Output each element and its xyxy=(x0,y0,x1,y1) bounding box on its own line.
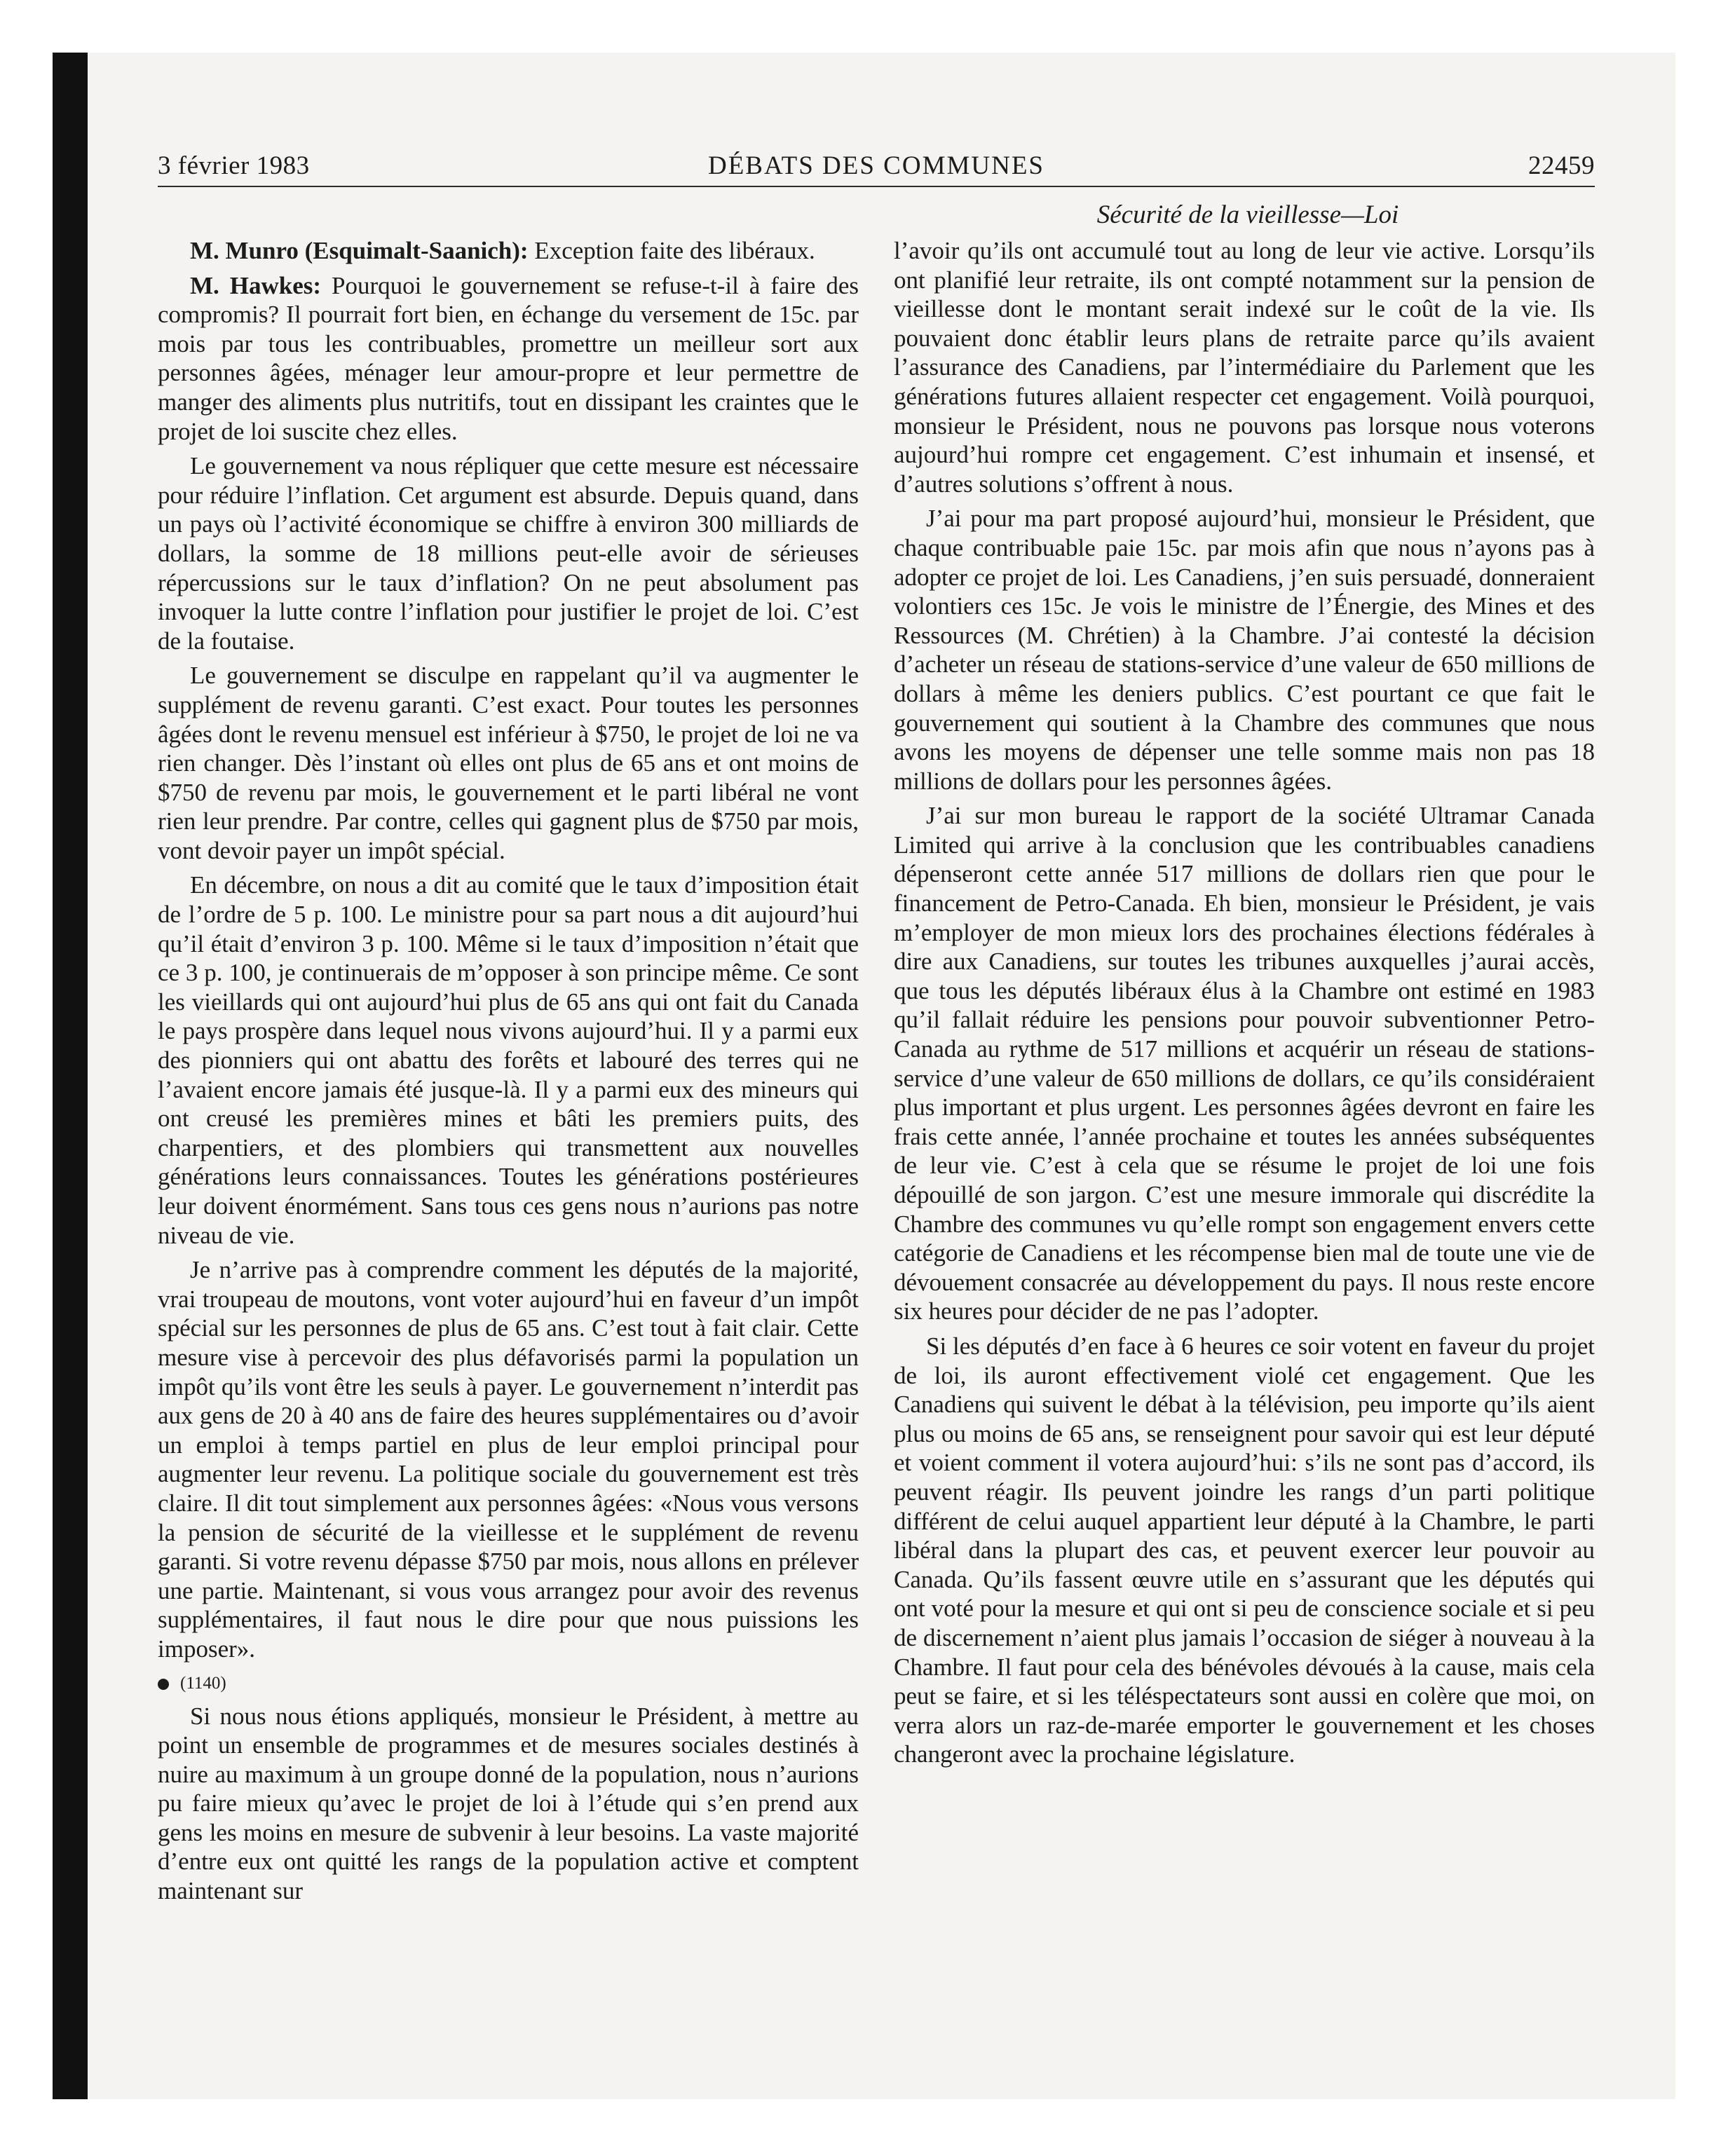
paragraph: Je n’arrive pas à comprendre comment les députés de la majorité, vrai troupeau de moutons, vont voter aujourd’hui en faveur d’un impôt spécial sur les personnes de plus de 65 ans. C’est tout à fait clair. Cette mesure vise à percevoir des plus défavorisés parmi la population un impôt qu’ils vont être les seuls à payer. Le gouvernement n’interdit pas aux gens de 20 à 40 ans de faire des heures supplémentaires ou d’avoir un emploi à temps partiel en plus de leur emploi principal pour augmenter leur revenu. La politique sociale du gouvernement est très claire. Il dit tout simplement aux personnes âgées: «Nous vous versons la pension de sécurité de la vieillesse et le supplément de revenu garanti. Si votre revenu dépasse $750 par mois, nous allons en prélever une partie. Maintenant, si vous vous arrangez pour avoir des revenus supplémentaires, il faut nous le dire pour que nous puissions les imposer». xyxy=(158,1256,859,1663)
paragraph: Le gouvernement va nous répliquer que cette mesure est nécessaire pour réduire l’inflation. Cet argument est absurde. Depuis quand, dans un pays où l’activité économique se chiffre à environ 300 milliards de dollars, la somme de 18 millions peut-elle avoir de sérieuses répercussions sur le taux d’inflation? On ne peut absolument pas invoquer la lutte contre l’inflation pour justifier le projet de loi. C’est de la foutaise. xyxy=(158,452,859,655)
header-publication: DÉBATS DES COMMUNES xyxy=(707,151,1045,180)
paragraph xyxy=(158,271,859,446)
header-rule xyxy=(158,186,1595,187)
time-marker xyxy=(158,1670,859,1698)
paragraph: l’avoir qu’ils ont accumulé tout au long de leur vie active. Lorsqu’ils ont planifié leur retraite, ils ont compté notamment sur la pension de vieillesse dont le montant serait indexé sur le coût de la vie. Ils pouvaient donc établir leurs plans de retraite parce qu’ils avaient l’assurance des Canadiens, par l’intermédiaire du Parlement que les générations futures allaient respecter cet engagement. Voilà pourquoi, monsieur le Président, nous ne pouvons pas lorsque nous voterons aujourd’hui rompre cet engagement. C’est inhumain et insensé, et d’autres solutions s’offrent à nous. xyxy=(894,237,1595,498)
left-column xyxy=(158,236,859,1911)
speaker-name: M. Hawkes: xyxy=(190,271,322,299)
right-column xyxy=(894,236,1595,1775)
speech-text: Exception faite des libéraux. xyxy=(534,237,815,264)
paragraph: Le gouvernement se disculpe en rappelant qu’il va augmenter le supplément de revenu garanti. C’est exact. Pour toutes les personnes âgées dont le revenu mensuel est inférieur à $750, le projet de loi ne va rien changer. Dès l’instant où elles ont plus de 65 ans et ont moins de $750 de revenu par mois, le gouvernement et le parti libéral ne vont rien leur prendre. Par contre, celles qui gagnent plus de $750 par mois, vont devoir payer un impôt spécial. xyxy=(158,662,859,864)
paragraph: J’ai pour ma part proposé aujourd’hui, monsieur le Président, que chaque contribuable paie 15c. par mois afin que nous n’ayons pas à adopter ce projet de loi. Les Canadiens, j’en suis persuadé, donneraient volontiers ces 15c. Je vois le ministre de l’Énergie, des Mines et des Ressources (M. Chrétien) à la Chambre. J’ai contesté la décision d’acheter un réseau de stations-service d’une valeur de 650 millions de dollars à même les deniers publics. C’est pourtant ce que fait le gouvernement qui soutient à la Chambre des communes que nous avons les moyens de dépenser une telle somme mais non pas 18 millions de dollars pour les personnes âgées. xyxy=(894,505,1595,795)
scan-margin xyxy=(0,0,53,2156)
speech-text: Pourquoi le gouvernement se refuse-t-il à faire des compromis? Il pourrait fort bien, en échange du versement de 15c. par mois par tous les contribuables, promettre un meilleur sort aux personnes âgées, ménager leur amour-propre et leur permettre de manger des aliments plus nutritifs, tout en dissipant les craintes que le projet de loi suscite chez elles. xyxy=(158,271,859,445)
paragraph xyxy=(158,236,859,266)
bullet-icon xyxy=(158,1679,169,1690)
paragraph: En décembre, on nous a dit au comité que le taux d’imposition était de l’ordre de 5 p. 100. Le ministre pour sa part nous a dit aujourd’hui qu’il était d’environ 3 p. 100. Même si le taux d’imposition n’était que ce 3 p. 100, je continuerais de m’opposer à son principe même. Ce sont les vieillards qui ont aujourd’hui plus de 65 ans qui ont fait du Canada le pays prospère dans lequel nous vivons aujourd’hui. Il y a parmi eux des pionniers qui ont abattu des forêts et labouré des terres qui ne l’avaient encore jamais été jusque-là. Il y a parmi eux des mineurs qui ont creusé les premières mines et bâti les premiers puits, des charpentiers, et des plombiers qui transmettent aux nouvelles générations leurs connaissances. Toutes les générations postérieures leur doivent énormément. Sans tous ces gens nous n’aurions pas notre niveau de vie. xyxy=(158,871,859,1249)
document-page xyxy=(88,53,1675,2099)
time-marker-text: (1140) xyxy=(180,1673,226,1693)
running-head: Sécurité de la vieillesse—Loi xyxy=(1096,200,1399,229)
header-date: 3 février 1983 xyxy=(158,151,310,180)
paragraph: J’ai sur mon bureau le rapport de la société Ultramar Canada Limited qui arrive à la conclusion que les contribuables canadiens dépenseront cette année 517 millions de dollars rien que pour le financement de Petro-Canada. Eh bien, monsieur le Président, je vais m’employer de mon mieux lors des prochaines élections fédérales à dire aux Canadiens, sur toutes les tribunes auxquelles j’aurai accès, que tous les députés libéraux élus à la Chambre ont estimé en 1983 qu’il fallait réduire les pensions pour pouvoir subventionner Petro-Canada au rythme de 517 millions et acquérir un réseau de stations-service d’une valeur de 650 millions de dollars, ce qu’ils considéraient plus important et plus urgent. Les personnes âgées devront en faire les frais cette année, l’année prochaine et toutes les années subséquentes de leur vie. C’est à cela que se résume le projet de loi une fois dépouillé de son jargon. C’est une mesure immorale qui discrédite la Chambre des communes vu qu’elle rompt son engagement envers cette catégorie de Canadiens et les récompense bien mal de toute une vie de dévouement consacrée au développement du pays. Il nous reste encore six heures pour décider de ne pas l’adopter. xyxy=(894,802,1595,1325)
paragraph: Si nous nous étions appliqués, monsieur le Président, à mettre au point un ensemble de programmes et de mesures sociales destinés à nuire au maximum à un groupe donné de la population, nous n’aurions pu faire mieux qu’avec le projet de loi à l’étude qui s’en prend aux gens les moins en mesure de subvenir à leur besoins. La vaste majorité d’entre eux ont quitté les rangs de la population active et comptent maintenant sur xyxy=(158,1702,859,1905)
scan-binding-shadow xyxy=(53,53,88,2099)
header-page-number: 22459 xyxy=(1528,151,1595,180)
speaker-name: M. Munro (Esquimalt-Saanich): xyxy=(190,237,529,264)
paragraph: Si les députés d’en face à 6 heures ce soir votent en faveur du projet de loi, ils auront effectivement violé cet engagement. Que les Canadiens qui suivent le débat à la télévision, peu importe qu’ils aient plus ou moins de 65 ans, se renseignent pour savoir qui est leur député et voient comment il votera aujourd’hui: s’ils ne sont pas d’accord, ils peuvent réagir. Ils peuvent joindre les rangs d’un parti politique différent de celui auquel appartient leur député à la Chambre, le parti libéral dans la plupart des cas, et peuvent exercer leur pouvoir au Canada. Qu’ils fassent œuvre utile en s’assurant que les députés qui ont voté pour la mesure et qui ont si peu de conscience sociale et si peu de discernement n’aient plus jamais l’occasion de siéger à nouveau à la Chambre. Il faut pour cela des bénévoles dévoués à la cause, mais cela peut se faire, et si les téléspectateurs sont aussi en colère que moi, on verra alors un raz-de-marée emporter le gouvernement et les choses changeront avec la prochaine législature. xyxy=(894,1332,1595,1768)
